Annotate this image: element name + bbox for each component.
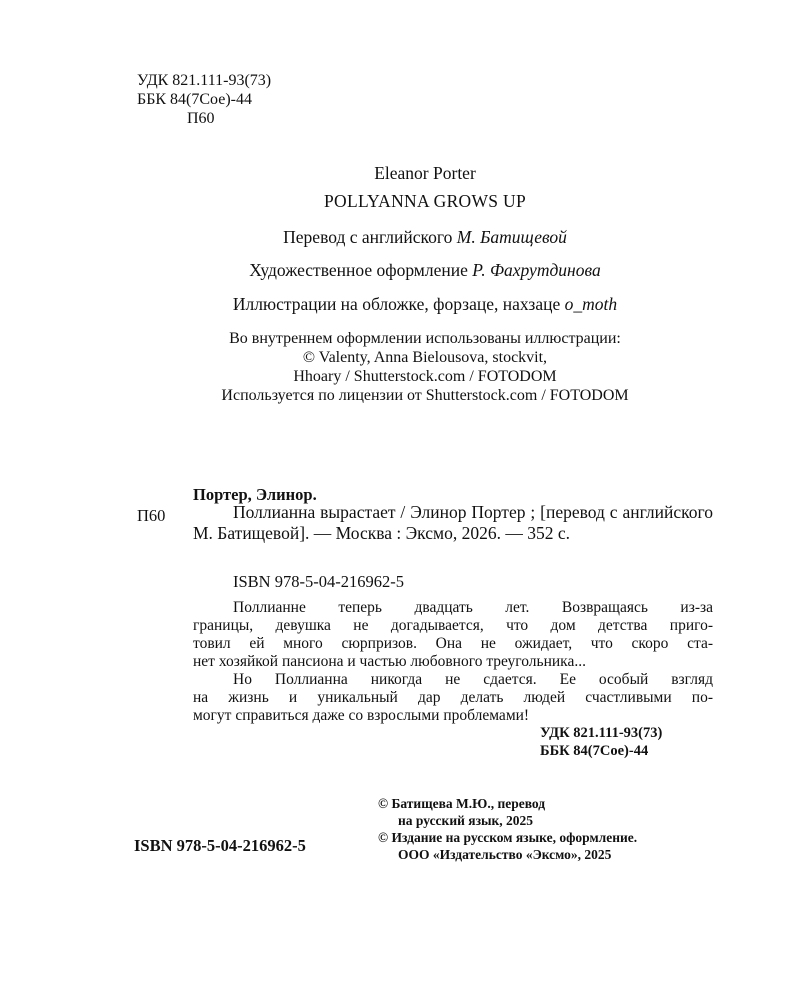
illustrations-line: [0, 294, 800, 315]
classification-bottom: [540, 724, 662, 760]
bbk-code-bottom: ББК 84(7Сое)-44: [540, 743, 649, 759]
copyright-line: ООО «Издательство «Эксмо», 2025: [398, 847, 612, 862]
catalog-author: Портер, Элинор.: [193, 485, 317, 504]
illustrator-name: o_moth: [564, 294, 618, 314]
isbn-bottom: ISBN 978-5-04-216962-5: [134, 836, 306, 855]
annotation-line: нет хозяйкой пансиона и частью любовного треугольника...: [193, 653, 586, 670]
annotation-line: товил ей много сюрпризов. Она не ожидает, что скоро ста-: [193, 635, 713, 652]
annotation-line: Но Поллианна никогда не сдается. Ее особый взгляд: [233, 671, 713, 688]
copyright-line: © Издание на русском языке, оформление.: [378, 830, 638, 845]
translator-name: М. Батищевой: [456, 227, 567, 247]
title-english: POLLYANNA GROWS UP: [323, 191, 526, 211]
design-line: [0, 260, 800, 281]
author-english: Eleanor Porter: [374, 163, 476, 183]
credits-line: © Valenty, Anna Bielousova, stockvit,: [302, 349, 548, 366]
bbk-code: ББК 84(7Сое)-44: [137, 91, 252, 108]
catalog-isbn: ISBN 978-5-04-216962-5: [233, 572, 404, 591]
annotation-paragraph: [193, 599, 713, 671]
credits-line: Используется по лицензии от Shutterstock.com / FOTODOM: [221, 387, 629, 404]
annotation-paragraph: [193, 671, 713, 725]
copyright-line: © Батищева М.Ю., перевод: [378, 796, 546, 811]
annotation-line: на жизнь и уникальный дар делать людей счастливыми по-: [193, 689, 713, 706]
catalog-code: П60: [137, 506, 166, 525]
design-prefix: Художественное оформление: [249, 260, 473, 280]
udk-code: УДК 821.111-93(73): [137, 72, 272, 89]
annotation-line: Поллианне теперь двадцать лет. Возвращаясь из-за: [233, 599, 713, 616]
illustrations-prefix: Иллюстрации на обложке, форзаце, нахзаце: [232, 294, 565, 314]
illustration-credits: [0, 329, 800, 405]
copyright-line: на русский язык, 2025: [398, 813, 534, 828]
annotation-line: границы, девушка не догадывается, что дом детства приго-: [193, 617, 713, 634]
annotation-line: могут справиться даже со взрослыми проблемами!: [193, 707, 530, 724]
translation-prefix: Перевод с английского: [283, 227, 457, 247]
copyright-block: [378, 795, 637, 863]
catalog-description: Поллианна вырастает / Элинор Портер ; [перевод с английского М. Батищевой]. — Москва : Эксмо, 2026. — 352 с.: [193, 502, 713, 543]
classification-block: [137, 71, 271, 128]
annotation: [193, 599, 713, 725]
udk-code-bottom: УДК 821.111-93(73): [540, 725, 663, 741]
author-mark: П60: [187, 110, 215, 127]
credits-line: Во внутреннем оформлении использованы иллюстрации:: [229, 330, 621, 347]
translation-line: [0, 227, 800, 248]
designer-name: Р. Фахрутдинова: [472, 260, 601, 280]
credits-line: Hhoary / Shutterstock.com / FOTODOM: [293, 368, 557, 385]
